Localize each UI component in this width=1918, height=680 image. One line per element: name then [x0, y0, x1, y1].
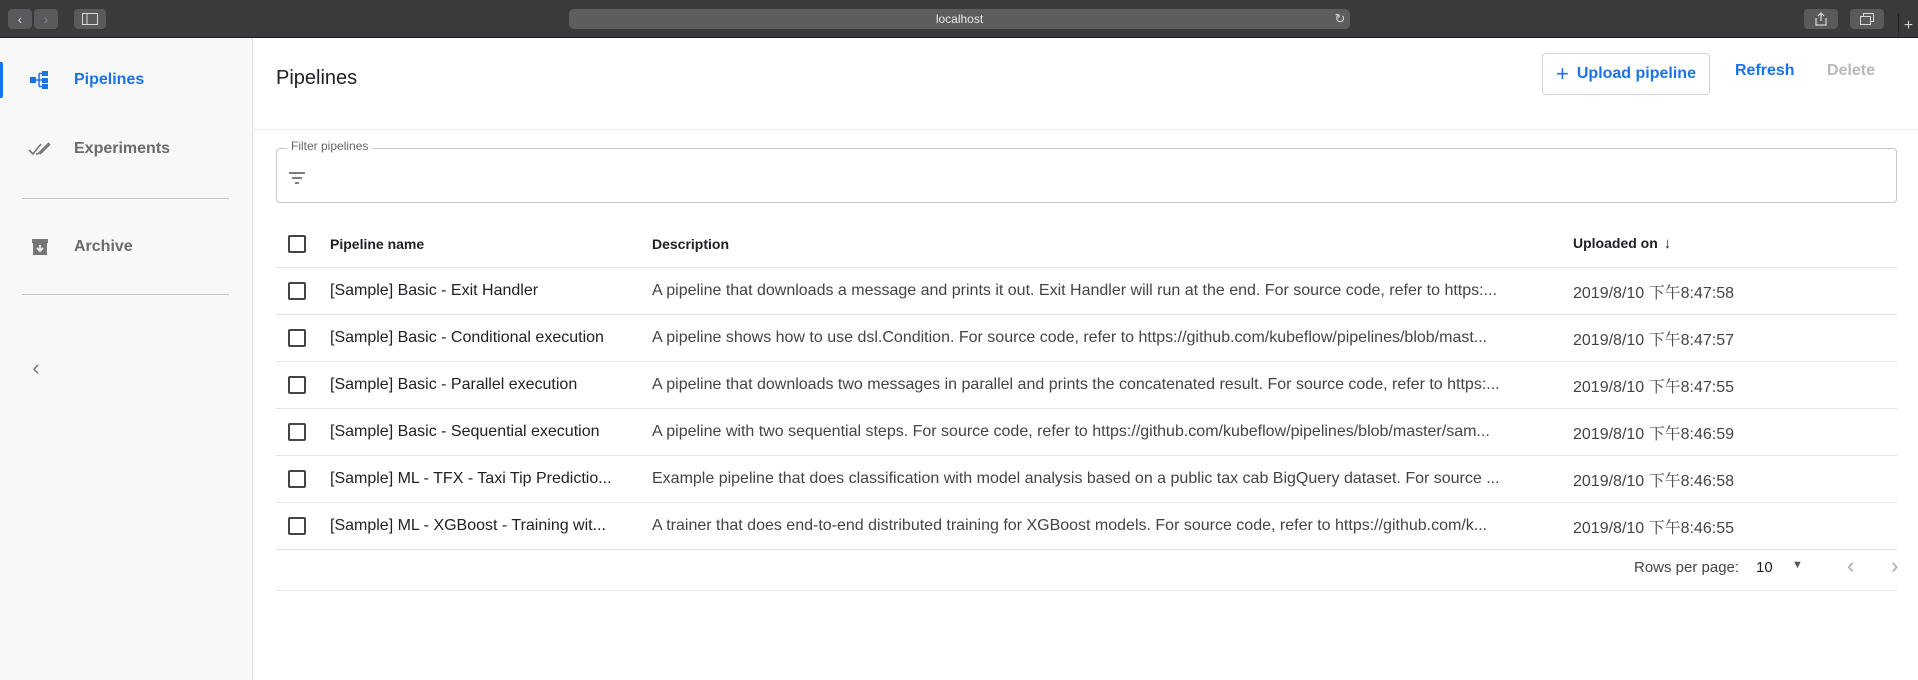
sidebar-item-archive[interactable]	[0, 223, 252, 271]
sidebar-item-pipelines[interactable]	[0, 56, 252, 104]
pipeline-name-link[interactable]: [Sample] Basic - Exit Handler	[330, 282, 539, 299]
pipeline-name-link[interactable]: [Sample] Basic - Parallel execution	[330, 376, 578, 393]
table-row[interactable]	[276, 315, 1897, 362]
select-all-checkbox[interactable]	[288, 235, 306, 253]
sidebar-toggle-button[interactable]	[74, 9, 106, 29]
pipeline-name-link[interactable]: [Sample] Basic - Conditional execution	[330, 329, 604, 346]
sidebar	[0, 38, 253, 680]
table-header-row	[276, 220, 1897, 268]
chevron-left-icon: ‹	[1847, 553, 1855, 578]
row-checkbox[interactable]	[288, 329, 306, 347]
column-header-uploaded-on-label: Uploaded on	[1573, 235, 1658, 251]
row-checkbox[interactable]	[288, 376, 306, 394]
row-checkbox[interactable]	[288, 423, 306, 441]
pipeline-description: Example pipeline that does classification with model analysis based on a public tax cab BigQuery dataset. For source ...	[652, 470, 1500, 487]
pipeline-description: A pipeline shows how to use dsl.Condition. For source code, refer to https://github.com/kubeflow/pipelines/blob/mast...	[652, 329, 1488, 346]
filter-label: Filter pipelines	[287, 139, 372, 153]
delete-button[interactable]: Delete	[1827, 62, 1876, 79]
row-checkbox[interactable]	[288, 470, 306, 488]
column-header-name[interactable]: Pipeline name	[330, 235, 425, 252]
pipeline-description: A trainer that does end-to-end distributed training for XGBoost models. For source code, refer to https://github.com/k...	[652, 517, 1488, 534]
column-header-uploaded-on[interactable]	[1573, 235, 1893, 252]
chevron-right-icon: ›	[1891, 553, 1899, 578]
pipeline-uploaded-on: 2019/8/10 下午8:47:55	[1573, 378, 1735, 396]
collapse-sidebar-button[interactable]	[26, 356, 46, 380]
tabs-overview-button[interactable]	[1850, 9, 1884, 29]
plus-icon: +	[1556, 61, 1569, 86]
sidebar-item-label: Experiments	[74, 140, 171, 157]
sidebar-item-label: Archive	[74, 238, 133, 255]
sidebar-divider	[22, 198, 229, 199]
upload-pipeline-button[interactable]	[1542, 53, 1710, 95]
refresh-button[interactable]: Refresh	[1735, 62, 1795, 79]
chevron-left-icon: ‹	[32, 355, 40, 380]
archive-icon	[28, 235, 52, 259]
pipeline-name-link[interactable]: [Sample] Basic - Sequential execution	[330, 423, 600, 440]
pipeline-uploaded-on: 2019/8/10 下午8:46:58	[1573, 472, 1735, 490]
browser-toolbar	[0, 0, 1918, 38]
share-icon	[1815, 12, 1827, 26]
table-row[interactable]	[276, 362, 1897, 409]
upload-pipeline-label: Upload pipeline	[1576, 65, 1696, 82]
pipeline-name-link[interactable]: [Sample] ML - TFX - Taxi Tip Predictio...	[330, 470, 612, 487]
main-content	[253, 38, 1918, 680]
table-row[interactable]	[276, 409, 1897, 456]
sidebar-item-experiments[interactable]	[0, 125, 252, 173]
pipeline-description: A pipeline that downloads two messages in parallel and prints the concatenated result. For source code, refer to https:...	[652, 376, 1500, 393]
pipeline-description: A pipeline that downloads a message and prints it out. Exit Handler will run at the end. For source code, refer to https:...	[652, 282, 1497, 299]
new-tab-button[interactable]: +	[1898, 14, 1918, 38]
pipeline-uploaded-on: 2019/8/10 下午8:46:59	[1573, 425, 1735, 443]
pipelines-icon	[28, 68, 52, 92]
share-button[interactable]	[1804, 9, 1838, 29]
tabs-icon	[1860, 13, 1874, 25]
pipeline-uploaded-on: 2019/8/10 下午8:46:55	[1573, 519, 1735, 537]
pipeline-description: A pipeline with two sequential steps. For source code, refer to https://github.com/kubeflow/pipelines/blob/master/sam...	[652, 423, 1490, 440]
pipeline-uploaded-on: 2019/8/10 下午8:47:57	[1573, 331, 1735, 349]
rows-per-page-label: Rows per page:	[1634, 559, 1740, 576]
rows-per-page-select[interactable]: 10	[1756, 559, 1773, 576]
arrow-down-icon: ↓	[1663, 235, 1672, 252]
reload-icon[interactable]: ↻	[1334, 11, 1346, 26]
header-divider	[253, 129, 1918, 130]
table-row[interactable]	[276, 456, 1897, 503]
row-checkbox[interactable]	[288, 282, 306, 300]
page-title: Pipelines	[276, 67, 358, 89]
address-bar[interactable]: localhost	[569, 9, 1350, 29]
next-page-button[interactable]	[1891, 554, 1898, 578]
forward-button[interactable]: ›	[34, 9, 58, 29]
pagination-bar	[276, 543, 1897, 591]
sidebar-divider	[22, 294, 229, 295]
back-button[interactable]: ‹	[8, 9, 32, 29]
table-row[interactable]	[276, 268, 1897, 315]
filter-input[interactable]	[319, 162, 1879, 192]
column-header-description[interactable]: Description	[652, 235, 730, 252]
pipeline-uploaded-on: 2019/8/10 下午8:47:58	[1573, 284, 1735, 302]
dropdown-arrow-icon[interactable]: ▼	[1792, 559, 1803, 571]
pipeline-name-link[interactable]: [Sample] ML - XGBoost - Training wit...	[330, 517, 606, 534]
sidebar-icon	[82, 13, 98, 25]
sidebar-item-label: Pipelines	[74, 71, 145, 88]
row-checkbox[interactable]	[288, 517, 306, 535]
experiments-icon	[28, 137, 52, 161]
pipelines-table	[276, 220, 1897, 550]
previous-page-button[interactable]	[1847, 554, 1854, 578]
filter-icon	[287, 170, 307, 186]
